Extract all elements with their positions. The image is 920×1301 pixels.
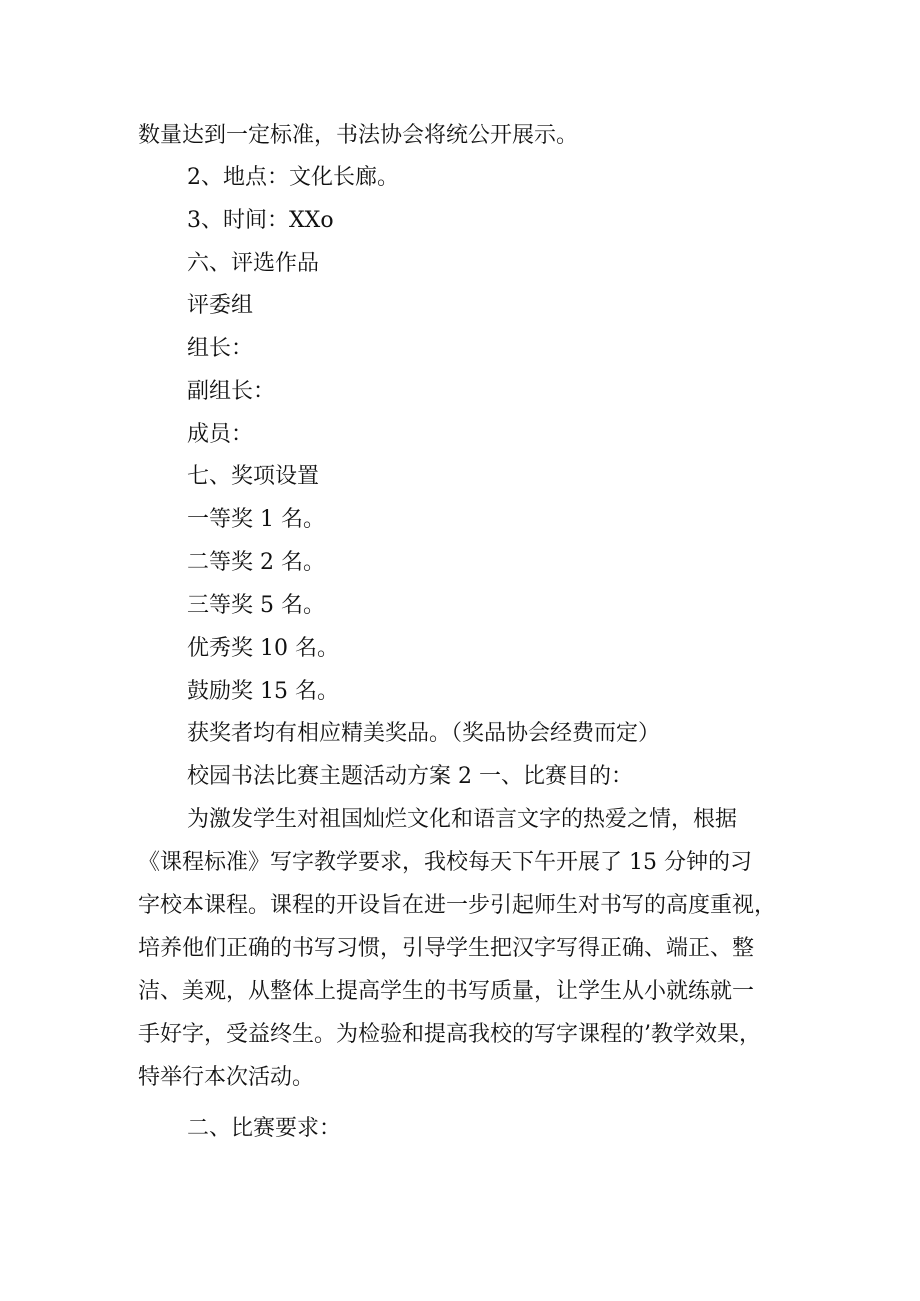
paragraph-line: 为激发学生对祖国灿烂文化和语言文字的热爱之情，根据 bbox=[187, 807, 738, 832]
text-line: 成员： bbox=[187, 422, 254, 447]
section-heading: 二、比赛要求： bbox=[187, 1116, 342, 1141]
text-line: 获奖者均有相应精美奖品。（奖品协会经费而定） bbox=[187, 721, 661, 746]
text-line: 评委组 bbox=[187, 293, 254, 318]
section-heading: 校园书法比赛主题活动方案 2 一、比赛目的： bbox=[187, 764, 633, 789]
paragraph-line: 培养他们正确的书写习惯，引导学生把汉字写得正确、端正、整 bbox=[138, 936, 755, 961]
text-line: 数量达到一定标准，书法协会将统公开展示。 bbox=[138, 123, 579, 148]
text-line: 一等奖 1 名。 bbox=[187, 507, 325, 532]
text-line: 2、地点：文化长廊。 bbox=[187, 165, 399, 190]
text-line: 组长： bbox=[187, 336, 254, 361]
paragraph-line: 手好字，受益终生。为检验和提高我校的写字课程的’教学效果， bbox=[138, 1022, 761, 1047]
paragraph-line: 字校本课程。课程的开设旨在进一步引起师生对书写的高度重视， bbox=[138, 893, 777, 918]
text-line: 二等奖 2 名。 bbox=[187, 550, 325, 575]
paragraph-line: 特举行本次活动。 bbox=[138, 1065, 315, 1090]
text-line: 副组长： bbox=[187, 379, 276, 404]
section-heading: 七、奖项设置 bbox=[187, 464, 320, 489]
section-heading: 六、评选作品 bbox=[187, 251, 320, 276]
text-line: 3、时间：XXo bbox=[187, 208, 334, 233]
paragraph-line: 洁、美观，从整体上提高学生的书写质量，让学生从小就练就一 bbox=[138, 979, 755, 1004]
text-line: 鼓励奖 15 名。 bbox=[187, 679, 339, 704]
paragraph-line: 《课程标准》写字教学要求，我校每天下午开展了 15 分钟的习 bbox=[138, 850, 752, 875]
text-line: 优秀奖 10 名。 bbox=[187, 636, 339, 661]
text-line: 三等奖 5 名。 bbox=[187, 593, 325, 618]
